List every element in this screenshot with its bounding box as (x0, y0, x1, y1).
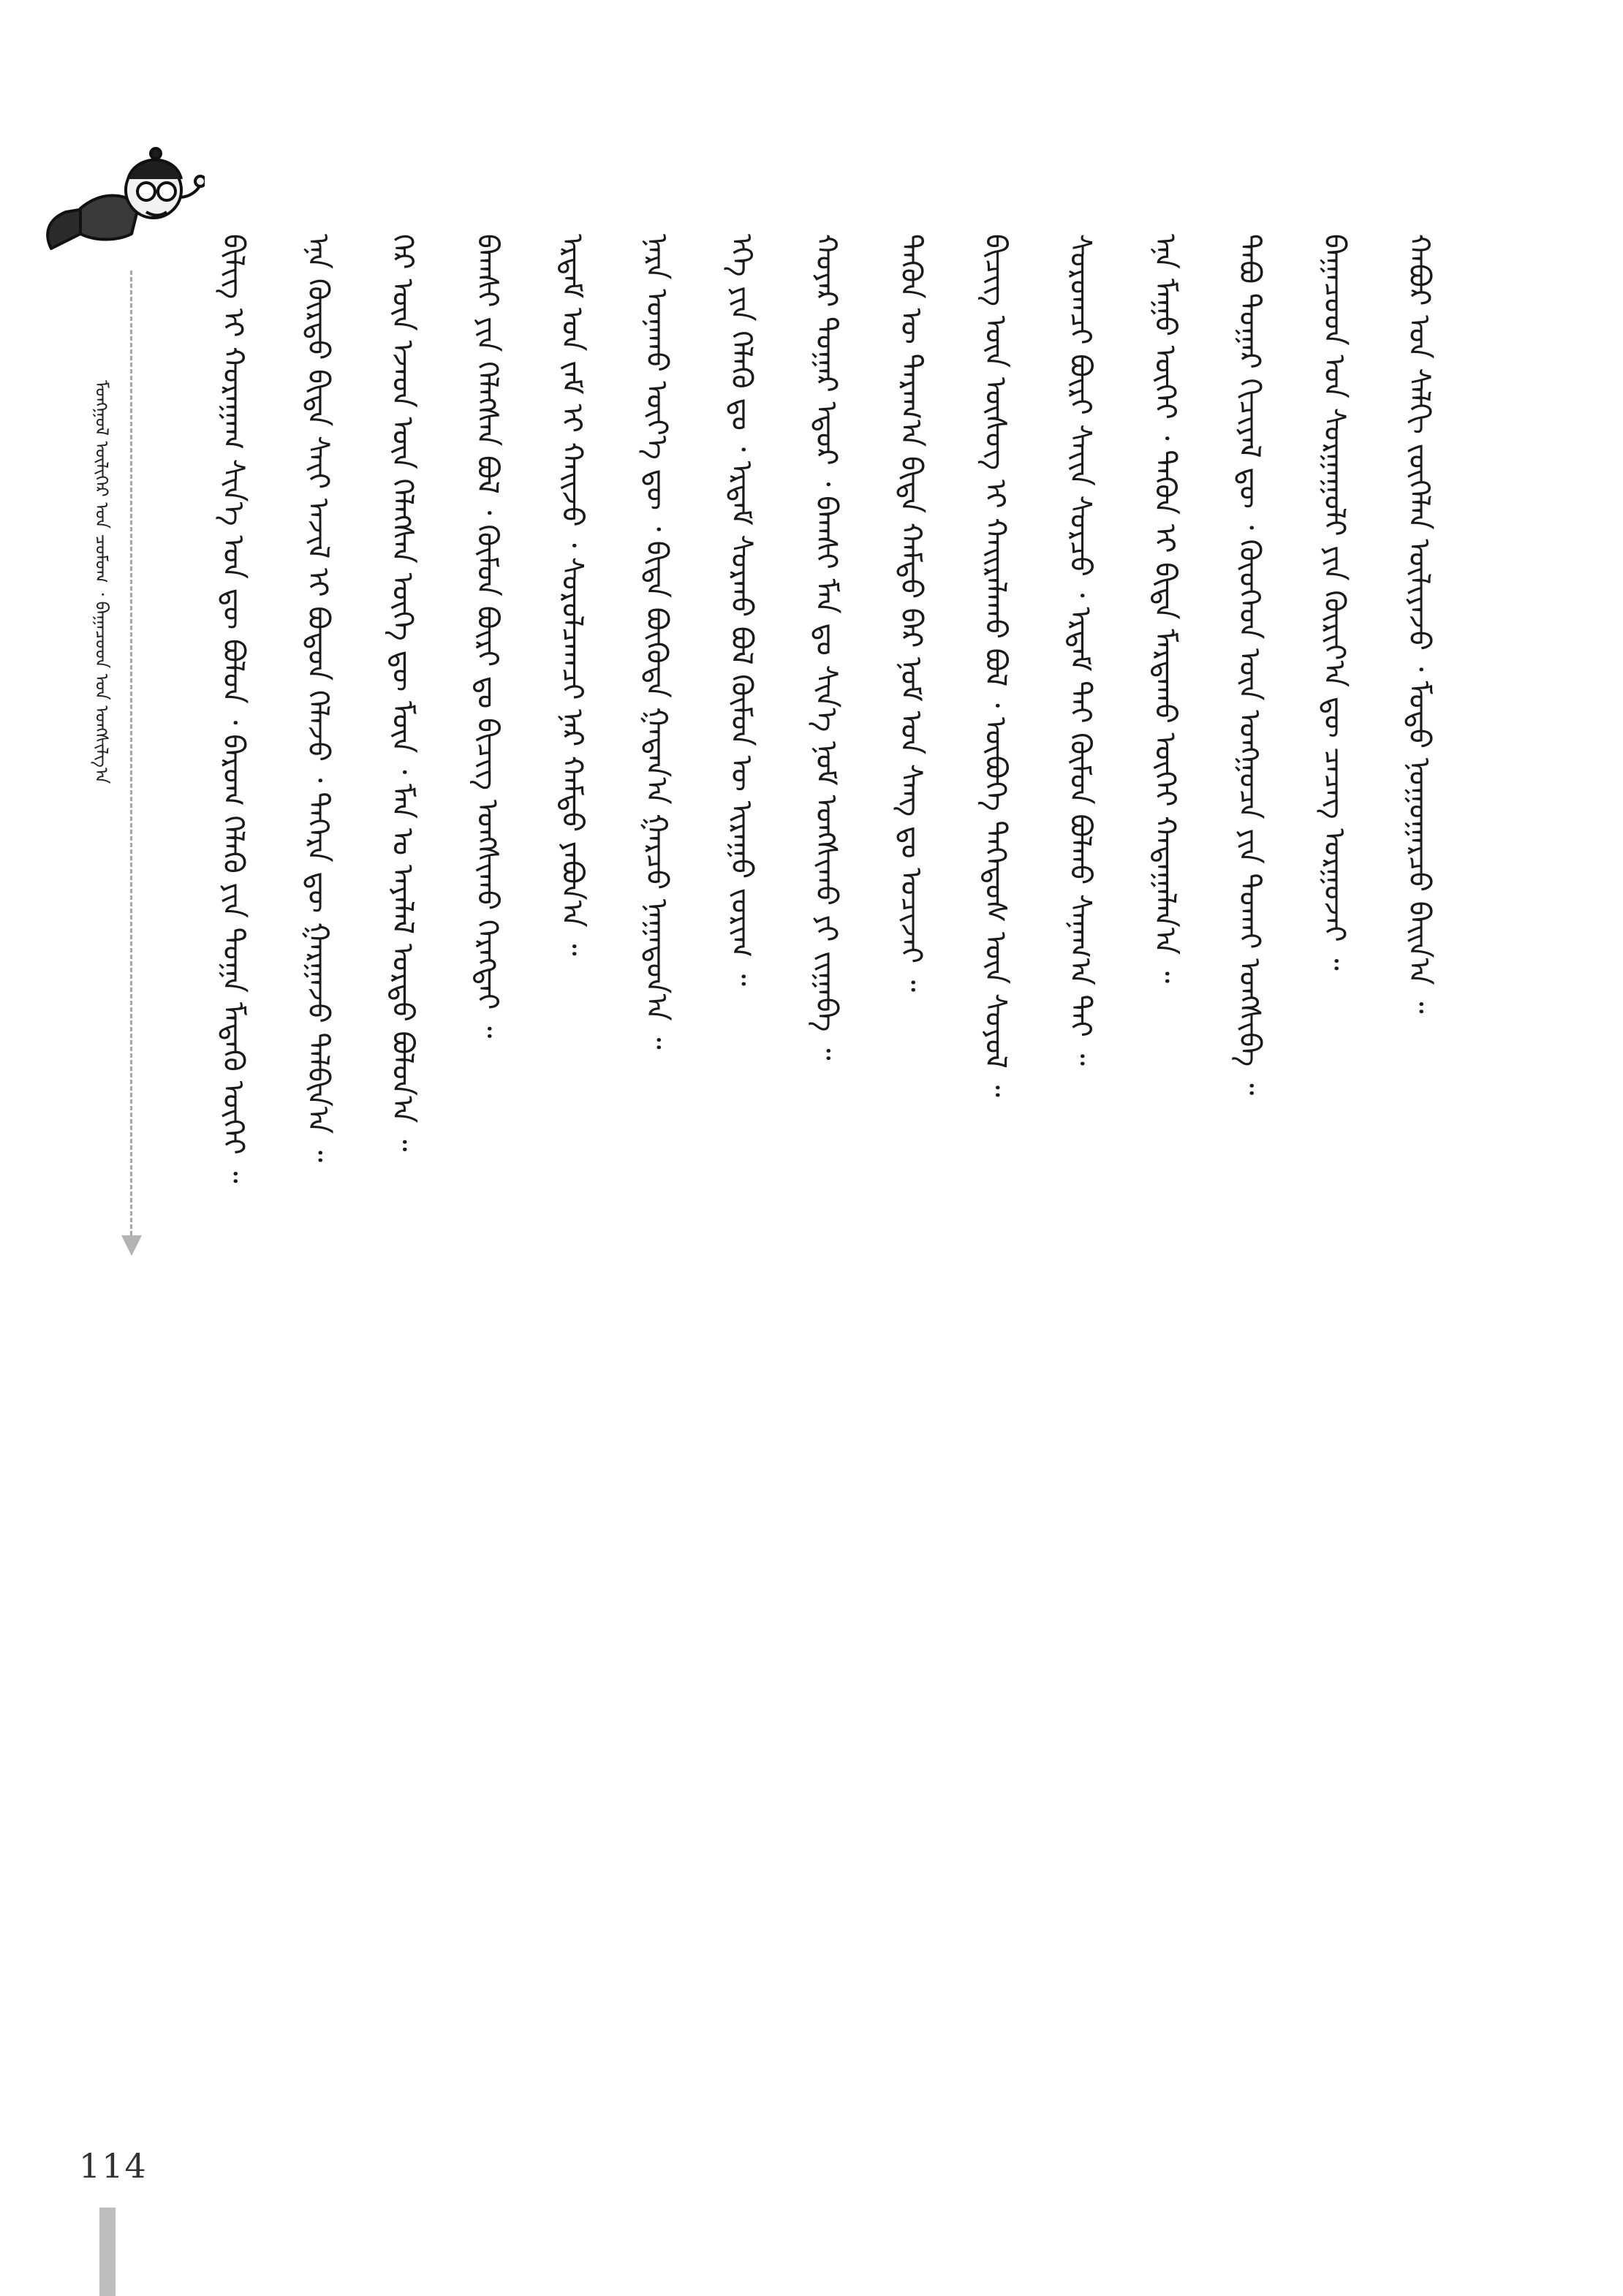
header-dashed-rule (130, 270, 132, 1235)
running-head: ᠮᠣᠩᠭᠣᠯ ᠦᠯᠢᠭᠡᠷ ᠤᠨ ᠴᠣᠮᠣᠭ ᠂ ᠪᠠᠭᠠᠴᠤᠳ ᠤᠨ ᠤᠩᠰᠢᠯᠭ᠎ᠠ (91, 380, 112, 784)
text-column: ᠡᠨᠡ ᠮᠠᠭᠤ ᠦᠭᠡᠢ ᠂ ᠲᠡᠭᠦᠨ ᠢ ᠪᠢᠳᠡ ᠮᠠᠷᠲᠠᠬᠤ ᠦᠭᠡᠢ ᠬᠠᠳᠠᠭᠠᠯᠠᠨ᠎ᠠ ᠃ (1148, 234, 1182, 984)
text-column: ᠡᠬᠡ ᠶᠢᠨ ᠬᠡᠯᠡᠬᠦ ᠳᠤ ᠂ ᠡᠷᠳᠡᠮ ᠰᠤᠷᠬᠤ ᠪᠣᠯ ᠬᠦᠮᠦᠨ ᠦ ᠢᠷᠠᠭᠤ ᠵᠣᠷᠢᠭ ᠃ (725, 234, 759, 986)
text-column: ᠰᠤᠷᠤᠭᠴᠢ ᠪᠦᠷᠢ ᠰᠠᠶ᠋ᠢᠨ ᠰᠤᠷᠴᠤ ᠂ ᠡᠷᠳᠡᠮ ᠲᠡᠢ ᠬᠦᠮᠦᠨ ᠪᠣᠯᠬᠤ ᠰᠠᠨᠠᠭ᠎ᠠ ᠲᠠᠢ ᠃ (1063, 234, 1097, 1066)
text-column: ᠪᠢᠴᠢᠭ ᠦᠨ ᠦᠰᠦᠭ ᠢ ᠬᠠᠢᠷᠠᠯᠠᠬᠤ ᠪᠣᠯ ᠂ ᠥᠪᠥᠭᠡ ᠳᠡᠭᠡᠳᠦᠰ ᠦᠨ ᠰᠣᠶᠣᠯ ᠃ (978, 234, 1013, 1097)
text-column: ᠲᠠᠪᠤ ᠳᠤᠭᠠᠷ ᠬᠢᠴᠢᠶᠡᠯ ᠳᠦ ᠂ ᠬᠦᠦᠬᠡᠳ ᠦᠨ ᠣᠩᠭᠣᠴᠠ ᠶᠢᠨ ᠲᠤᠬᠠᠢ ᠤᠩᠰᠢᠪᠠ ᠃ (1233, 234, 1267, 1096)
text-column: ᠡᠷᠳᠡᠮ ᠤᠨ ᠵᠠᠮ ᠢ ᠬᠠᠢᠵᠤ ᠂ ᠰᠤᠷᠤᠯᠴᠠᠭᠴᠢ ᠨᠠᠷ ᠬᠠᠮᠲᠤ ᠶᠠᠪᠤᠨ᠎ᠠ ᠃ (555, 234, 589, 956)
text-column: ᠪᠢᠯᠢᠭ ᠢ ᠬᠤᠷᠠᠭᠠᠭ ᠰᠢᠨ᠎ᠡ ᠣᠨ ᠳᠦ ᠪᠣᠯᠤᠨ ᠂ ᠪᠠᠷᠤᠭ ᠬᠡᠯᠡᠬᠦ ᠶᠢᠨ ᠲᠣᠭᠠ ᠮᠡᠳᠡᠬᠦ ᠦᠭᠡᠢ ᠃ (216, 234, 250, 1183)
page-number: 114 (79, 2146, 148, 2186)
text-column: ᠬᠣᠶᠠᠷ ᠳᠤᠭᠠᠷ ᠡᠳᠦᠷ ᠂ ᠪᠠᠭᠰᠢ ᠮᠠᠨ ᠳᠤ ᠰᠢᠨ᠎ᠡ ᠨᠣᠮ ᠤᠩᠰᠢᠬᠤ ᠶᠢ ᠵᠢᠭᠠᠪᠠ ᠃ (809, 234, 843, 1061)
text-column: ᠭᠡᠷ ᠦᠨ ᠡᠵᠡᠳ ᠦᠨ ᠬᠡᠯᠡᠭᠰᠡᠨ ᠦᠭᠡ ᠳᠦ ᠮᠦᠨ ᠂ ᠮᠠᠨ ᠤ ᠠᠶᠠᠯᠠᠯ ᠤᠷᠳᠤ ᠪᠣᠯᠤᠨ᠎ᠠ ᠃ (385, 234, 420, 1152)
text-column: ᠪᠠᠭᠠᠴᠤᠳ ᠤᠨ ᠰᠤᠷᠭᠠᠭᠤᠯᠢ ᠶᠢᠨ ᠬᠦᠷᠢᠶ᠎ᠡᠨ ᠳᠦ ᠴᠡᠴᠡᠭ ᠤᠷᠭᠤᠵᠠᠢ ᠃ (1317, 234, 1351, 971)
cartoon-boy-illustration (37, 139, 205, 256)
triangle-marker-icon (121, 1235, 142, 1256)
text-column: ᠨᠠᠷᠠ ᠤᠨᠠᠬᠤ ᠦᠶ᠎ᠡ ᠳᠦ ᠂ ᠪᠢᠳᠡ ᠪᠦᠭᠦᠳᠡ ᠭᠠᠳᠠᠨ᠎ᠠ ᠭᠠᠷᠴᠤ ᠨᠠᠭᠠᠳᠤᠨ᠎ᠠ ᠃ (640, 234, 674, 1050)
text-column: ᠬᠠᠪᠤᠷ ᠤᠨ ᠰᠠᠯᠬᠢ ᠵᠦᠭᠡᠯᠡᠨ ᠦᠯᠢᠶᠡᠵᠦ ᠂ ᠮᠣᠳᠣ ᠨᠣᠭᠣᠭᠠᠷᠴᠤ ᠪᠠᠢᠨ᠎ᠠ ᠃ (1401, 234, 1436, 1014)
body-text (212, 234, 1440, 2076)
text-column: ᠡᠨᠡ ᠬᠦᠷᠳᠦ ᠪᠢᠳᠡ ᠰᠠᠶ᠋ᠢ ᠠᠵᠢᠯ ᠢ ᠪᠣᠳᠣᠨ ᠬᠡᠯᠡᠵᠦ ᠂ ᠳᠡᠭᠡᠷᠡ ᠳᠦ ᠭᠠᠷᠭᠠᠵᠤ ᠲᠠᠯᠪᠢᠨ᠎ᠠ ᠃ (300, 234, 335, 1163)
text-column: ᠪᠠᠭᠰᠢ ᠶᠢᠨ ᠬᠡᠯᠡᠭᠰᠡᠨ ᠪᠣᠯ ᠂ ᠬᠦᠮᠦᠨ ᠪᠦᠷᠢ ᠳᠤ ᠪᠢᠴᠢᠭ ᠤᠩᠰᠢᠬᠤ ᠬᠡᠷᠡᠭᠲᠡᠢ ᠃ (470, 234, 504, 1039)
page-edge-tab (99, 2208, 116, 2296)
text-column: ᠲᠡᠭᠦᠨ ᠦ ᠳᠠᠷᠠᠭ᠎ᠠ ᠪᠢᠳᠡ ᠬᠠᠮᠲᠤ ᠪᠠᠷ ᠨᠣᠮ ᠤᠨ ᠰᠠᠩ ᠳᠤ ᠣᠴᠢᠵᠠᠢ ᠃ (893, 234, 928, 993)
